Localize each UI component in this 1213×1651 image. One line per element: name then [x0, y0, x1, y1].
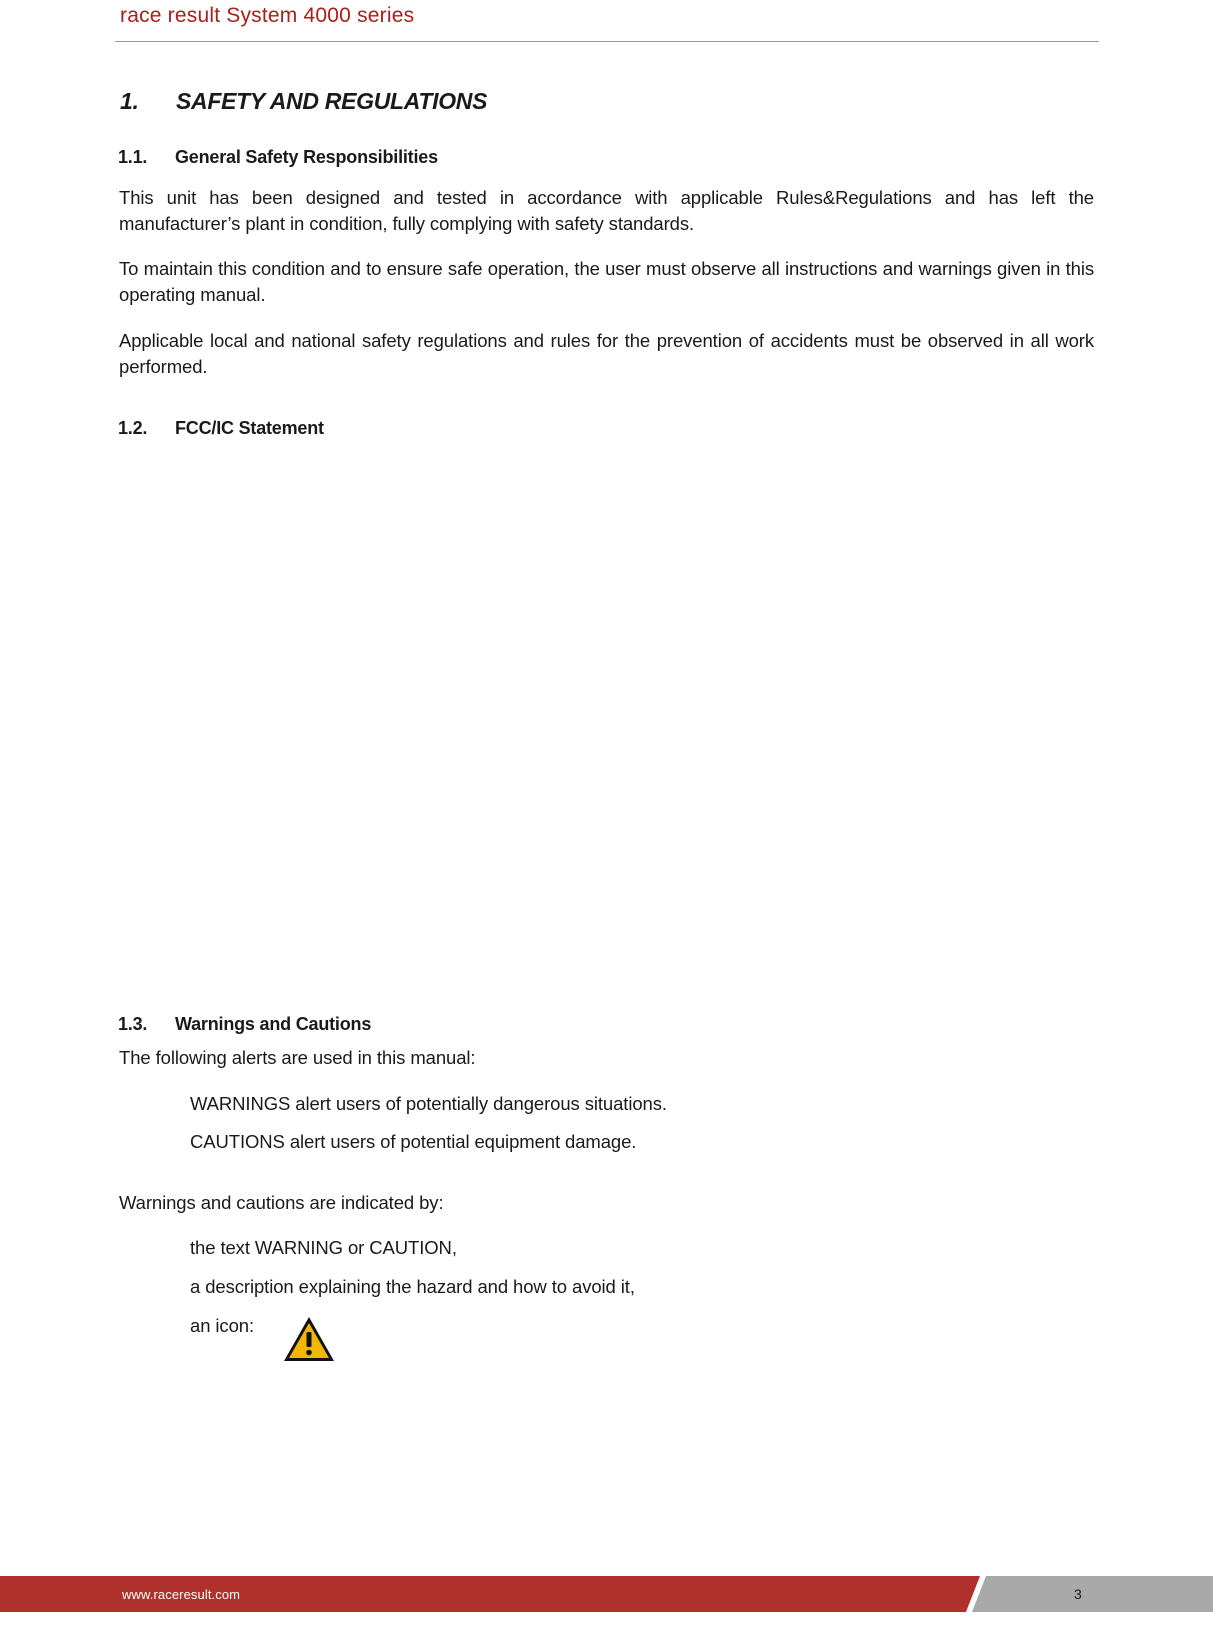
subsection-title: General Safety Responsibilities	[175, 147, 438, 167]
subsection-title: FCC/IC Statement	[175, 418, 324, 438]
header-divider	[115, 41, 1099, 42]
section-title: SAFETY AND REGULATIONS	[176, 88, 488, 114]
alerts-intro: The following alerts are used in this manual:	[119, 1047, 476, 1068]
alert-cautions: CAUTIONS alert users of potential equipment damage.	[190, 1131, 637, 1152]
footer-gray-band	[972, 1576, 1213, 1612]
subsection-number: 1.3.	[118, 1014, 148, 1034]
subsection-number: 1.2.	[118, 418, 148, 438]
subsection-heading-1-1	[118, 147, 438, 168]
alert-warnings: WARNINGS alert users of potentially dangerous situations.	[190, 1093, 667, 1114]
warning-triangle-icon	[282, 1315, 336, 1363]
subsection-title: Warnings and Cautions	[175, 1014, 372, 1034]
subsection-heading-1-3	[118, 1014, 371, 1035]
indicated-intro: Warnings and cautions are indicated by:	[119, 1192, 444, 1213]
indicator-description: a description explaining the hazard and how to avoid it,	[190, 1276, 635, 1297]
subsection-number: 1.1.	[118, 147, 148, 167]
page-number: 3	[1074, 1586, 1082, 1602]
indicator-text: the text WARNING or CAUTION,	[190, 1237, 457, 1258]
paragraph-design: This unit has been designed and tested in accordance with applicable Rules&Regulations and has left the manufacturer’s plant in condition, fully complying with safety standards.	[119, 187, 1094, 234]
footer-url: www.raceresult.com	[122, 1587, 241, 1602]
paragraph-maintain: To maintain this condition and to ensure safe operation, the user must observe all instructions and warnings given in this operating manual.	[119, 258, 1094, 305]
section-heading-1	[120, 88, 487, 115]
running-header: race result System 4000 series	[120, 4, 415, 27]
indicator-icon-label: an icon:	[190, 1315, 254, 1336]
paragraph-regulations: Applicable local and national safety regulations and rules for the prevention of accidents must be observed in all work performed.	[119, 330, 1094, 377]
subsection-heading-1-2	[118, 418, 324, 439]
section-number: 1.	[120, 88, 139, 114]
